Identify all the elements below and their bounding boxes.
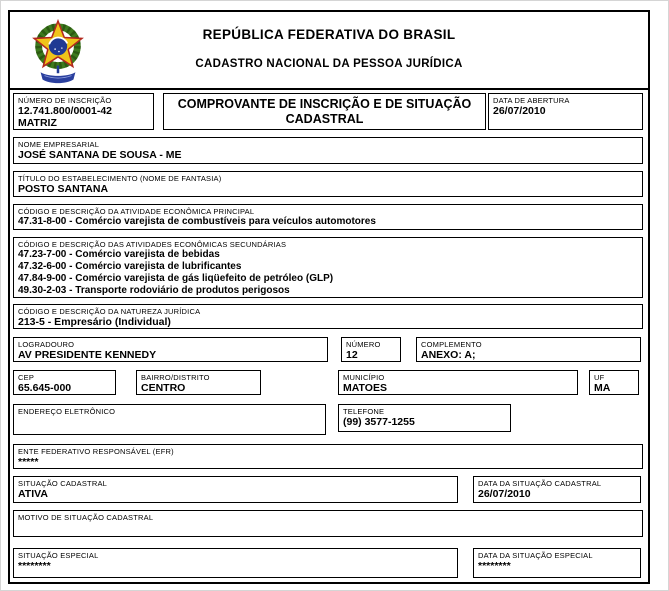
field-logradouro xyxy=(13,337,328,362)
field-value: ******** xyxy=(18,560,51,572)
field-telefone xyxy=(338,404,511,432)
field-value: ***** xyxy=(18,456,39,468)
field-complemento xyxy=(416,337,641,362)
field-numero xyxy=(341,337,401,362)
field-label: DATA DA SITUAÇÃO ESPECIAL xyxy=(478,551,593,560)
field-value: 213-5 - Empresário (Individual) xyxy=(18,316,171,328)
field-value: MA xyxy=(594,382,611,394)
field-label: DATA DA SITUAÇÃO CADASTRAL xyxy=(478,479,602,488)
field-value: 12 xyxy=(346,349,358,361)
field-label: ENDEREÇO ELETRÔNICO xyxy=(18,407,116,416)
field-situacao-cadastral xyxy=(13,476,458,503)
field-label: LOGRADOURO xyxy=(18,340,75,349)
field-label: UF xyxy=(594,373,605,382)
field-value: 47.31-8-00 - Comércio varejista de combustíveis para veículos automotores xyxy=(18,216,376,227)
field-value: ATIVA xyxy=(18,488,48,500)
field-value: (99) 3577-1255 xyxy=(343,416,415,428)
field-value-item: 47.23-7-00 - Comércio varejista de bebidas xyxy=(18,249,220,260)
field-value-item: 49.30-2-03 - Transporte rodoviário de produtos perigosos xyxy=(18,285,290,296)
field-value: AV PRESIDENTE KENNEDY xyxy=(18,349,157,361)
field-value: ANEXO: A; xyxy=(421,349,476,361)
field-label: SITUAÇÃO ESPECIAL xyxy=(18,551,99,560)
field-municipio xyxy=(338,370,578,395)
field-nome-empresarial xyxy=(13,137,643,164)
header-divider xyxy=(8,88,650,90)
field-label: MOTIVO DE SITUAÇÃO CADASTRAL xyxy=(18,513,154,522)
cnpj-registry-title: CADASTRO NACIONAL DA PESSOA JURÍDICA xyxy=(195,58,463,70)
field-value: ******** xyxy=(478,560,511,572)
field-value: CENTRO xyxy=(141,382,186,394)
field-value-matriz: MATRIZ xyxy=(18,117,57,129)
field-atividades-secundarias xyxy=(13,237,643,298)
field-label: TÍTULO DO ESTABELECIMENTO (NOME DE FANTASIA) xyxy=(18,174,222,183)
field-value-item: 47.32-6-00 - Comércio varejista de lubrificantes xyxy=(18,261,242,272)
field-data-situacao-cadastral xyxy=(473,476,641,503)
republic-title: REPÚBLICA FEDERATIVA DO BRASIL xyxy=(202,27,456,42)
field-value: POSTO SANTANA xyxy=(18,183,109,195)
field-motivo-situacao-cadastral xyxy=(13,510,643,537)
field-label: CEP xyxy=(18,373,35,382)
field-label: CÓDIGO E DESCRIÇÃO DAS ATIVIDADES ECONÔMICAS SECUNDÁRIAS xyxy=(18,240,287,249)
field-value: 26/07/2010 xyxy=(493,105,546,117)
document-title: COMPROVANTE DE INSCRIÇÃO E DE SITUAÇÃO CADASTRAL xyxy=(177,96,472,126)
field-data-abertura xyxy=(488,93,643,130)
field-label: COMPLEMENTO xyxy=(421,340,482,349)
field-label: SITUAÇÃO CADASTRAL xyxy=(18,479,108,488)
field-value-item: 47.84-9-00 - Comércio varejista de gás liqüefeito de petróleo (GLP) xyxy=(18,273,334,284)
field-label: NÚMERO xyxy=(346,340,381,349)
field-label: ENTE FEDERATIVO RESPONSÁVEL (EFR) xyxy=(18,447,174,456)
field-value: 65.645-000 xyxy=(18,382,72,394)
field-value: JOSÉ SANTANA DE SOUSA - ME xyxy=(18,149,182,161)
field-numero-inscricao xyxy=(13,93,154,130)
field-label: NOME EMPRESARIAL xyxy=(18,140,100,149)
field-atividade-principal xyxy=(13,204,643,230)
field-natureza-juridica xyxy=(13,304,643,329)
field-label: CÓDIGO E DESCRIÇÃO DA NATUREZA JURÍDICA xyxy=(18,307,201,316)
field-label: CÓDIGO E DESCRIÇÃO DA ATIVIDADE ECONÔMICA PRINCIPAL xyxy=(18,207,255,216)
field-situacao-especial xyxy=(13,548,458,578)
field-value: 12.741.800/0001-42 xyxy=(18,105,113,117)
field-titulo-estabelecimento xyxy=(13,171,643,197)
field-value: 26/07/2010 xyxy=(478,488,531,500)
document-title-box xyxy=(163,93,486,130)
field-label: BAIRRO/DISTRITO xyxy=(141,373,210,382)
field-label: TELEFONE xyxy=(343,407,385,416)
field-label: NÚMERO DE INSCRIÇÃO xyxy=(18,96,112,105)
field-label: MUNICÍPIO xyxy=(343,373,385,382)
field-label: DATA DE ABERTURA xyxy=(493,96,570,105)
field-cep xyxy=(13,370,116,395)
field-bairro-distrito xyxy=(136,370,261,395)
field-value: MATOES xyxy=(343,382,387,394)
field-endereco-eletronico xyxy=(13,404,326,435)
field-data-situacao-especial xyxy=(473,548,641,578)
field-efr xyxy=(13,444,643,469)
field-uf xyxy=(589,370,639,395)
